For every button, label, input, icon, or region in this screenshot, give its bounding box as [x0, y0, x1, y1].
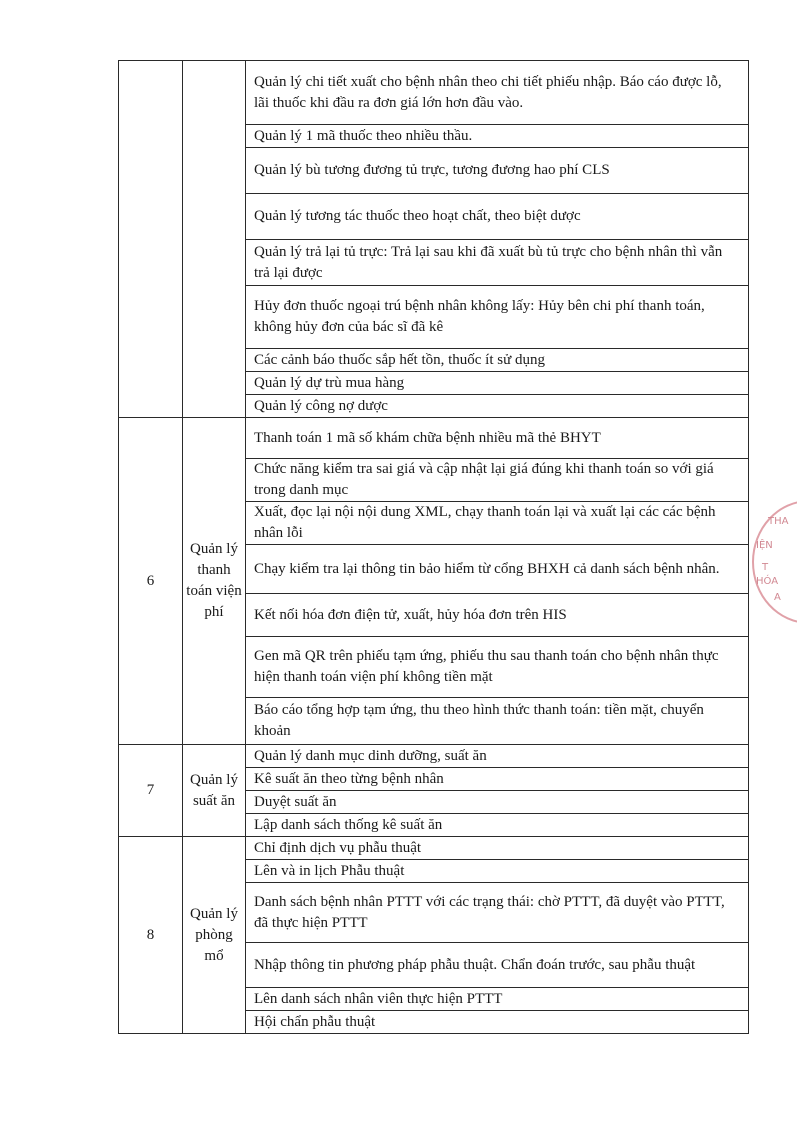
- red-stamp-seal: [752, 500, 797, 624]
- feature-description-cell: Hội chẩn phẫu thuật: [246, 1011, 749, 1034]
- stamp-fragment: IỆN: [756, 540, 773, 551]
- requirements-table: [118, 60, 749, 1034]
- table-row: [119, 61, 749, 125]
- module-name: Quản lý suất ăn: [190, 771, 238, 809]
- module-name-cell: [183, 837, 246, 1034]
- module-name: Quản lý phòng mổ: [190, 905, 238, 964]
- feature-description-cell: Quản lý công nợ dược: [246, 395, 749, 418]
- feature-description-cell: Kê suất ăn theo từng bệnh nhân: [246, 768, 749, 791]
- module-name: Quản lý thanh toán viện phí: [186, 541, 242, 620]
- table-row: [119, 418, 749, 459]
- stamp-fragment: T: [762, 562, 769, 573]
- feature-description-cell: Thanh toán 1 mã số khám chữa bệnh nhiều mã thẻ BHYT: [246, 418, 749, 459]
- feature-description-cell: Gen mã QR trên phiếu tạm ứng, phiếu thu sau thanh toán cho bệnh nhân thực hiện thanh toán viện phí không tiền mặt: [246, 637, 749, 698]
- table-row: [119, 745, 749, 768]
- feature-description-cell: Nhập thông tin phương pháp phẫu thuật. Chẩn đoán trước, sau phẫu thuật: [246, 943, 749, 988]
- feature-description-cell: Chức năng kiểm tra sai giá và cập nhật lại giá đúng khi thanh toán so với giá trong danh mục: [246, 459, 749, 502]
- feature-description-cell: Xuất, đọc lại nội nội dung XML, chạy thanh toán lại và xuất lại các các bệnh nhân lỗi: [246, 502, 749, 545]
- stamp-fragment: THA: [768, 516, 789, 527]
- feature-description-cell: Chạy kiểm tra lại thông tin bảo hiểm từ cổng BHXH cả danh sách bệnh nhân.: [246, 545, 749, 594]
- stamp-fragment: A: [774, 592, 781, 603]
- feature-description-cell: Báo cáo tổng hợp tạm ứng, thu theo hình thức thanh toán: tiền mặt, chuyển khoản: [246, 698, 749, 745]
- feature-description-cell: Lập danh sách thống kê suất ăn: [246, 814, 749, 837]
- feature-description-cell: Kết nối hóa đơn điện tử, xuất, hủy hóa đơn trên HIS: [246, 594, 749, 637]
- item-number-cell: 7: [119, 745, 183, 837]
- feature-description-cell: Chỉ định dịch vụ phẫu thuật: [246, 837, 749, 860]
- item-number-cell: 6: [119, 418, 183, 745]
- module-name-cell: [183, 418, 246, 745]
- module-name-cell: [183, 745, 246, 837]
- feature-description-cell: Quản lý 1 mã thuốc theo nhiều thầu.: [246, 125, 749, 148]
- feature-description-cell: Lên và in lịch Phẫu thuật: [246, 860, 749, 883]
- feature-description-cell: Quản lý tương tác thuốc theo hoạt chất, theo biệt dược: [246, 194, 749, 240]
- feature-description-cell: Danh sách bệnh nhân PTTT với các trạng thái: chờ PTTT, đã duyệt vào PTTT, đã thực hiện PTTT: [246, 883, 749, 943]
- table-row: [119, 837, 749, 860]
- feature-description-cell: Quản lý bù tương đương tủ trực, tương đương hao phí CLS: [246, 148, 749, 194]
- feature-description-cell: Hủy đơn thuốc ngoại trú bệnh nhân không lấy: Hủy bên chi phí thanh toán, không hủy đơn của bác sĩ đã kê: [246, 286, 749, 349]
- feature-description-cell: Quản lý chi tiết xuất cho bệnh nhân theo chi tiết phiếu nhập. Báo cáo được lỗ, lãi thuốc khi đầu ra đơn giá lớn hơn đầu vào.: [246, 61, 749, 125]
- module-name-cell: [183, 61, 246, 418]
- feature-description-cell: Lên danh sách nhân viên thực hiện PTTT: [246, 988, 749, 1011]
- item-number-cell: 8: [119, 837, 183, 1034]
- stamp-fragment: HÓA: [756, 576, 779, 587]
- feature-description-cell: Quản lý dự trù mua hàng: [246, 372, 749, 395]
- feature-description-cell: Các cảnh báo thuốc sắp hết tồn, thuốc ít sử dụng: [246, 349, 749, 372]
- feature-description-cell: Quản lý trả lại tủ trực: Trả lại sau khi đã xuất bù tủ trực cho bệnh nhân thì vẫn trả lại được: [246, 240, 749, 286]
- feature-description-cell: Duyệt suất ăn: [246, 791, 749, 814]
- feature-description-cell: Quản lý danh mục dinh dưỡng, suất ăn: [246, 745, 749, 768]
- item-number-cell: [119, 61, 183, 418]
